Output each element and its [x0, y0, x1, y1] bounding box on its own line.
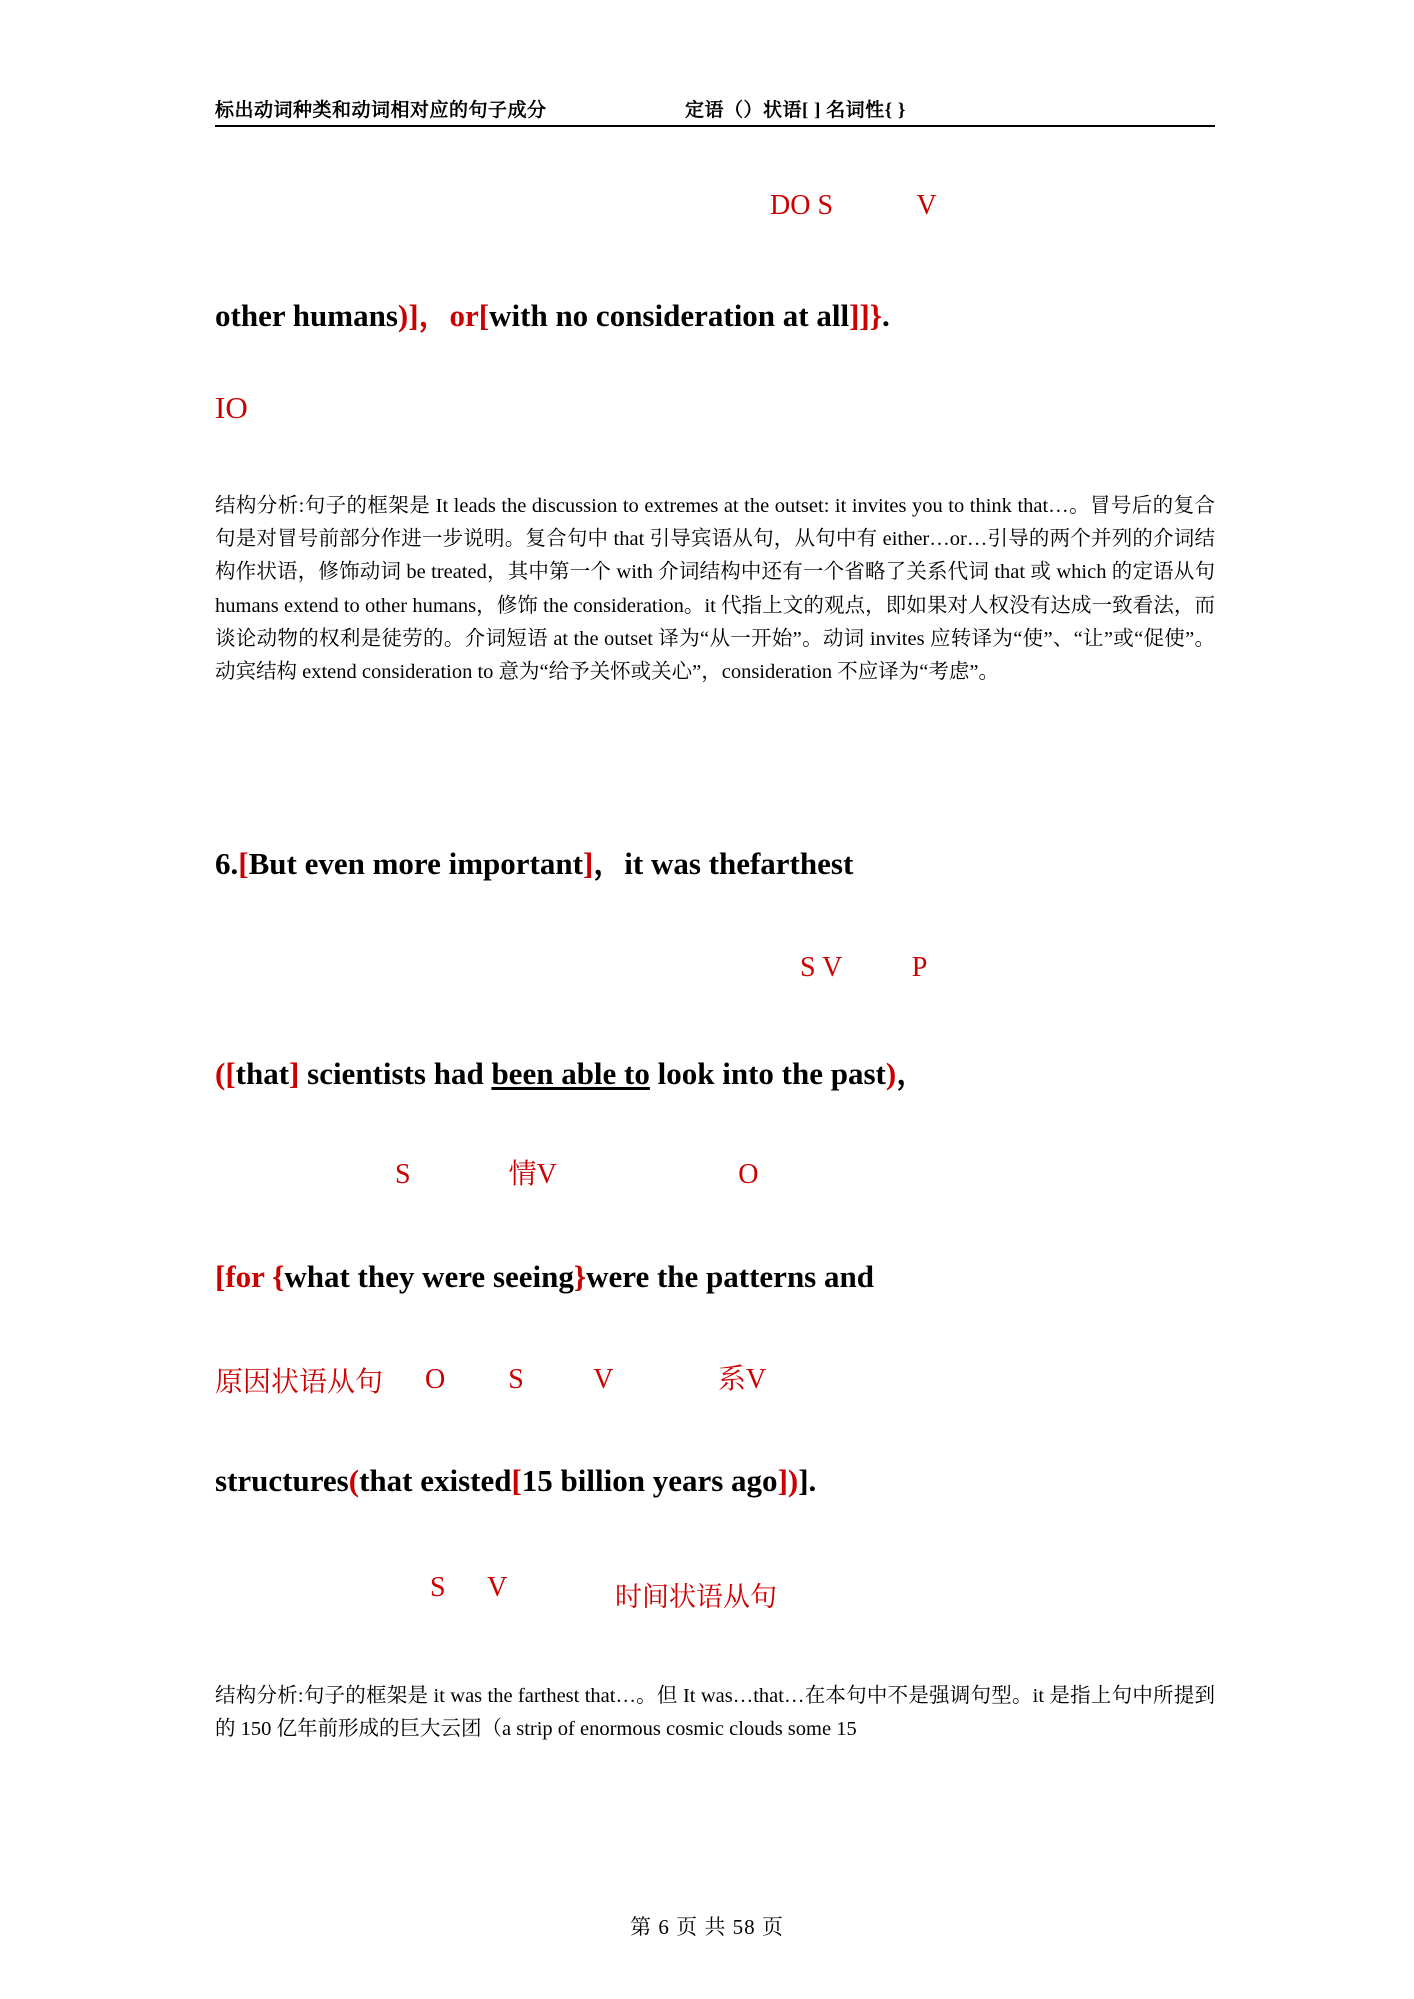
for-close-brace: }	[573, 1259, 587, 1294]
clause-comma: ，	[896, 1056, 928, 1091]
item6-bracket-open: [	[238, 846, 249, 881]
sentence-structures	[215, 1462, 816, 1501]
clause-tail: look into the past	[649, 1056, 886, 1091]
header-divider	[215, 125, 1215, 127]
structure-analysis-paragraph-1: 结构分析:句子的框架是 It leads the discussion to extremes at the outset: it invites you to think that…。冒号后的复合句是对冒号前部分作进一步说明。复合句中 that 引导宾语从句，从句中有 either…or…引导的两个并列的介词结构作状语，修饰动词 be treated，其中第一个 with 介词结构中还有一个省略了关系代词 that 或 which 的定语从句 humans extend to other humans，修饰 the consideration。it 代指上文的观点，即如果对人权没有达成一致看法，而谈论动物的权利是徒劳的。介词短语 at the outset 译为“从一开始”。动词 invites 应转译为“使”、“让”或“促使”。动宾结构 extend consideration to 意为“给予关怀或关心”，consideration 不应译为“考虑”。	[215, 495, 1215, 684]
sentence-segment-bracket-1: )]，or[	[397, 298, 490, 333]
grammar-marks-row-5: S V	[430, 1572, 508, 1603]
sentence-continuation	[215, 297, 890, 336]
grammar-marks-row-4-cn: 原因状语从句	[215, 1367, 384, 1398]
sentence-item-6	[215, 845, 853, 884]
header-right-text: 定语（）状语[ ] 名词性{ }	[685, 100, 906, 121]
sentence-for-clause	[215, 1258, 874, 1297]
structures-end: ].	[798, 1463, 817, 1498]
grammar-marks-row-2: S V P	[800, 952, 928, 983]
clause-middle: scientists had	[299, 1056, 492, 1091]
structures-word: structures	[215, 1463, 349, 1498]
page-footer: 第 6 页 共 58 页	[630, 1915, 784, 1939]
bracket-close: ]	[289, 1056, 300, 1091]
item6-rest: ，it was thefarthest	[593, 846, 854, 881]
paren-open: (	[215, 1056, 226, 1091]
grammar-marks-row-1: DO S V	[770, 190, 937, 221]
that-word: that	[235, 1056, 290, 1091]
relative-clause: that existed	[359, 1463, 512, 1498]
grammar-marks-row-3: S 情V O	[395, 1159, 759, 1190]
for-noun-clause: what they were seeing	[284, 1259, 574, 1294]
page-header	[215, 95, 1215, 122]
structure-analysis-paragraph-2: 结构分析:句子的框架是 it was the farthest that…。但 It was…that…在本句中不是强调句型。it 是指上句中所提到的 150 亿年前形成的巨大云团（a strip of enormous cosmic clouds some 15	[215, 1685, 1215, 1741]
bracket-open: [	[225, 1056, 236, 1091]
time-adverbial: 15 billion years ago	[521, 1463, 778, 1498]
sentence-that-clause	[215, 1055, 927, 1094]
modal-verb-underlined: been able to	[491, 1056, 650, 1091]
grammar-marks-row-5-cn: 时间状语从句	[615, 1582, 777, 1612]
grammar-marks-row-4: O S V 系V	[425, 1364, 767, 1395]
item-number: 6.	[215, 846, 239, 881]
sentence-segment-plain: other humans	[215, 298, 398, 333]
grammar-mark-io: IO	[215, 390, 248, 425]
paren-close: )	[885, 1056, 897, 1091]
time-bracket-close: ])	[777, 1463, 799, 1498]
item6-adverbial: But even more important	[248, 846, 583, 881]
time-bracket-open: [	[511, 1463, 522, 1498]
sentence-segment-bracket-2: ]]}	[849, 298, 882, 333]
item6-bracket-close: ]	[582, 846, 594, 881]
sentence-period: .	[881, 298, 890, 333]
sentence-segment-phrase: with no consideration at all	[489, 298, 850, 333]
for-clause-tail: were the patterns and	[586, 1259, 874, 1294]
for-open-brackets: [for {	[215, 1259, 285, 1294]
structures-paren-open: (	[348, 1463, 360, 1498]
header-left-text: 标出动词种类和动词相对应的句子成分	[215, 100, 547, 121]
